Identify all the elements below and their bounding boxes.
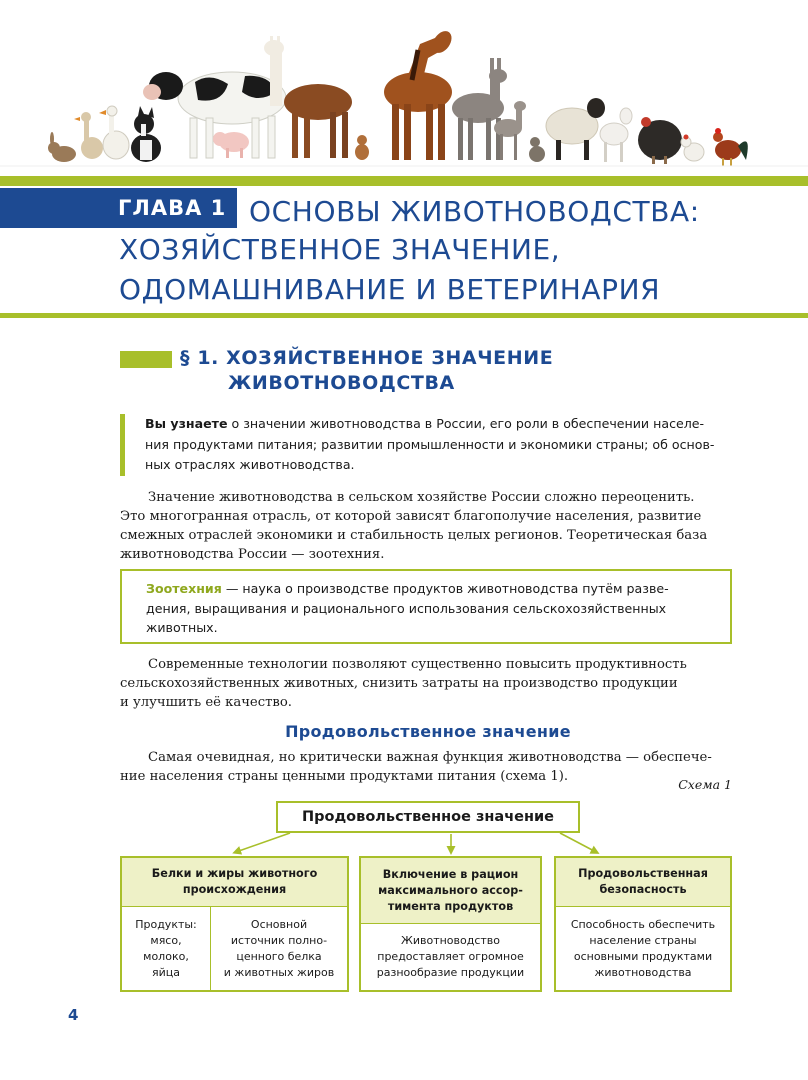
- scheme-text-line: Основной: [250, 917, 308, 931]
- chapter-rule-bottom: [0, 313, 808, 318]
- definition-line: — наука о производстве продуктов животноводства путём разве-: [221, 581, 669, 596]
- intro-marker: [120, 414, 125, 476]
- connector-arrow: [236, 833, 290, 852]
- scheme-text-line: и животных жиров: [223, 965, 335, 979]
- section-title-line: ЖИВОТНОВОДСТВА: [228, 372, 455, 394]
- scheme-label: Схема 1: [678, 777, 732, 792]
- subheading: Продовольственное значение: [285, 722, 571, 741]
- paragraph-line: Современные технологии позволяют существенно повысить продуктивность: [148, 657, 687, 672]
- page-number: 4: [68, 1006, 79, 1024]
- intro-line: ных отраслях животноводства.: [145, 457, 355, 472]
- paragraph: [120, 488, 732, 564]
- piglet-icon: [213, 132, 249, 158]
- chapter-title-line: ОСНОВЫ ЖИВОТНОВОДСТВА:: [249, 195, 700, 228]
- scheme-text-line: животноводства: [594, 965, 692, 979]
- chapter-rule-top: [0, 176, 808, 186]
- rabbit-icon: [48, 132, 76, 162]
- scheme-box-body: [211, 907, 347, 990]
- goose-icon: [99, 106, 129, 159]
- section-marker: [120, 351, 172, 368]
- chapter-title-line: ХОЗЯЙСТВЕННОЕ ЗНАЧЕНИЕ,: [119, 233, 561, 266]
- llama-icon: [264, 36, 352, 158]
- paragraph-line: Самая очевидная, но критически важная функция животноводства — обеспече-: [148, 750, 712, 765]
- section-title: [180, 346, 700, 396]
- paragraph: [120, 655, 732, 712]
- scheme-text-line: Белки и жиры животного: [151, 867, 318, 880]
- sheep-icon: [546, 98, 605, 160]
- learning-goals: [145, 414, 740, 476]
- turkey-icon: [638, 117, 682, 164]
- definition-box: [120, 569, 732, 644]
- dog-icon: [131, 106, 161, 162]
- cow-icon: [143, 72, 286, 158]
- goat-icon: [600, 108, 632, 162]
- scheme-text-line: Животноводство: [400, 934, 501, 947]
- paragraph-line: Это многогранная отрасль, от которой зависят благополучие населения, развитие: [120, 509, 702, 524]
- scheme-text-line: источник полно-: [230, 933, 328, 947]
- scheme-text-line: население страны: [589, 933, 697, 947]
- paragraph-line: Значение животноводства в сельском хозяйстве России сложно переоценить.: [148, 490, 695, 505]
- paragraph-line: сельскохозяйственных животных, снизить затраты на производство продукции: [120, 676, 678, 691]
- scheme-box-body: [122, 907, 211, 990]
- scheme-text-line: разнообразие продукции: [376, 966, 525, 979]
- intro-line: ния продуктами питания; развитии промышленности и экономики страны; об основ-: [145, 436, 715, 452]
- horse-icon: [384, 28, 455, 160]
- goose-icon: [74, 112, 103, 159]
- definition-line: животных.: [146, 620, 218, 635]
- scheme-text-line: предоставляет огромное: [377, 950, 524, 963]
- scheme-text-line: ценного белка: [236, 949, 322, 963]
- rooster-icon: [713, 128, 748, 166]
- scheme-box-assortment: [359, 856, 542, 992]
- paragraph-line: смежных отраслей экономики и стабильность целых регионов. Теоретическая база: [120, 528, 708, 543]
- scheme-box-head: [556, 858, 730, 907]
- section-title-line: ХОЗЯЙСТВЕННОЕ ЗНАЧЕНИЕ: [226, 347, 554, 369]
- scheme-root-box: Продовольственное значение: [276, 801, 580, 833]
- scheme-text-line: происхождения: [182, 883, 287, 896]
- scheme-text-line: мясо,: [150, 933, 182, 947]
- scheme-text-line: тимента продуктов: [387, 899, 514, 913]
- scheme-text-line: Продукты:: [135, 917, 197, 931]
- cat-icon: [355, 135, 369, 160]
- scheme-text-line: молоко,: [143, 949, 189, 963]
- scheme-box-proteins-fats: [120, 856, 349, 992]
- cat-icon: [529, 137, 545, 162]
- animals-banner: [0, 0, 808, 172]
- definition-line: дения, выращивания и рационального использования сельскохозяйственных: [146, 600, 667, 616]
- scheme-text-line: Включение в рацион: [382, 867, 519, 881]
- hen-icon: [681, 135, 704, 162]
- definition-term: Зоотехния: [146, 581, 222, 596]
- chapter-title-line: ОДОМАШНИВАНИЕ И ВЕТЕРИНАРИЯ: [119, 273, 661, 306]
- scheme-box-head: [361, 858, 540, 924]
- scheme-box-head: [122, 858, 347, 907]
- scheme-text-line: яйца: [152, 965, 180, 979]
- scheme-box-body: [556, 907, 730, 990]
- scheme-text-line: максимального ассор-: [378, 883, 523, 897]
- scheme-text-line: основными продуктами: [573, 949, 713, 963]
- paragraph-line: и улучшить её качество.: [120, 695, 292, 710]
- scheme-box-body: [361, 924, 540, 990]
- section-number: § 1.: [180, 347, 219, 369]
- learning-goals-lead: Вы узнаете: [145, 416, 228, 431]
- paragraph-line: животноводства России — зоотехния.: [120, 547, 385, 562]
- scheme-text-line: Продовольственная: [578, 867, 708, 880]
- intro-line: о значении животноводства в России, его роли в обеспечении населе-: [227, 416, 705, 431]
- chapter-label: ГЛАВА 1: [0, 188, 237, 228]
- scheme-text-line: безопасность: [599, 883, 687, 896]
- connector-arrow: [560, 833, 596, 852]
- scheme-text-line: Способность обеспечить: [570, 917, 716, 931]
- paragraph-line: ние населения страны ценными продуктами питания (схема 1).: [120, 769, 569, 784]
- donkey-icon: [452, 58, 507, 160]
- scheme-box-food-security: [554, 856, 732, 992]
